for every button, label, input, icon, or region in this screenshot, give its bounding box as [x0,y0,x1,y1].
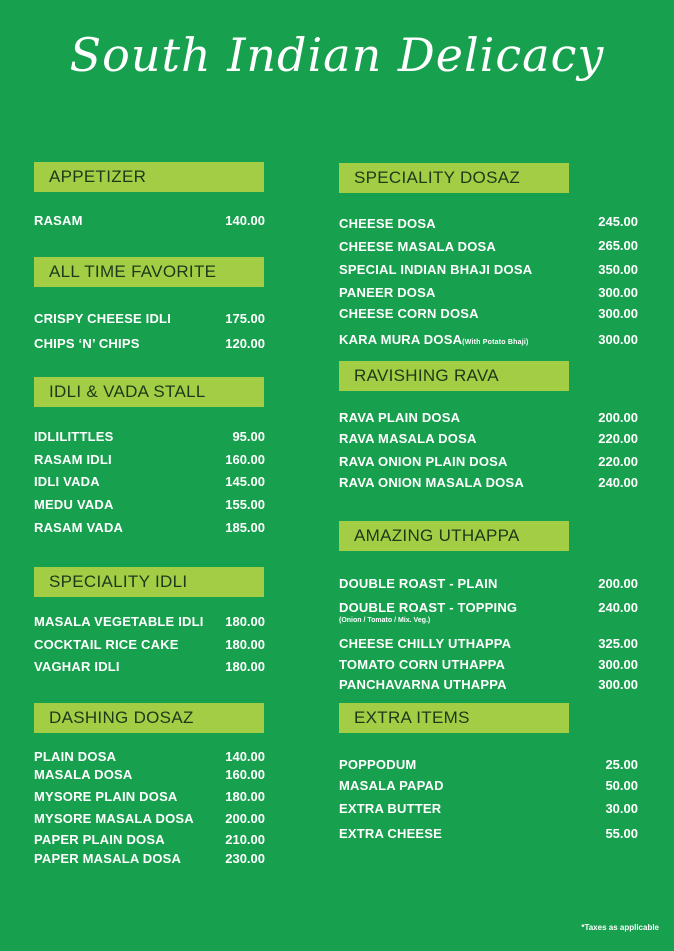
menu-item-price: 200.00 [598,576,638,591]
menu-item-name: CHIPS ‘N’ CHIPS [34,336,140,351]
tax-note: *Taxes as applicable [581,923,659,932]
section-header-speciality-idli: SPECIALITY IDLI [34,567,264,597]
menu-item-name: MASALA PAPAD [339,778,444,793]
menu-item-price: 300.00 [598,677,638,692]
menu-item-price: 140.00 [225,749,265,764]
menu-item-name: EXTRA BUTTER [339,801,442,816]
menu-item-price: 265.00 [598,238,638,253]
menu-item-price: 160.00 [225,452,265,467]
menu-item-price: 120.00 [225,336,265,351]
menu-item-name [339,332,529,347]
menu-item-price: 300.00 [598,657,638,672]
menu-item-name: EXTRA CHEESE [339,826,443,841]
menu-item-name: PANEER DOSA [339,285,436,300]
menu-item-price: 95.00 [232,429,265,444]
menu-item-price: 300.00 [598,332,638,347]
menu-item-price: 245.00 [598,214,638,229]
menu-item-price: 300.00 [598,285,638,300]
menu-item-name: CHEESE DOSA [339,216,436,231]
menu-item-price: 25.00 [605,757,638,772]
menu-item-price: 175.00 [225,311,265,326]
menu-item-name: DOUBLE ROAST - TOPPING [339,600,518,615]
menu-item-price: 300.00 [598,306,638,321]
menu-item-name: IDLI VADA [34,474,100,489]
menu-item-name: POPPODUM [339,757,417,772]
menu-item-name: CHEESE CORN DOSA [339,306,479,321]
menu-item-price: 30.00 [605,801,638,816]
menu-item-name: PAPER PLAIN DOSA [34,832,165,847]
menu-item-name: RASAM VADA [34,520,124,535]
menu-title: South Indian Delicacy [69,28,605,82]
menu-item-name: PLAIN DOSA [34,749,117,764]
menu-item-price: 240.00 [598,475,638,490]
section-header-speciality-dosaz: SPECIALITY DOSAZ [339,163,569,193]
menu-item-price: 200.00 [225,811,265,826]
menu-item-name: MEDU VADA [34,497,114,512]
menu-item-name: MYSORE PLAIN DOSA [34,789,178,804]
menu-item-name: MASALA VEGETABLE IDLI [34,614,204,629]
menu-item-name: MYSORE MASALA DOSA [34,811,194,826]
menu-item-name: MASALA DOSA [34,767,133,782]
section-header-amazing-uthappa: AMAZING UTHAPPA [339,521,569,551]
section-header-dashing-dosaz: DASHING DOSAZ [34,703,264,733]
section-header-idli-vada-stall: IDLI & VADA STALL [34,377,264,407]
menu-item-name: RASAM IDLI [34,452,112,467]
menu-item-price: 325.00 [598,636,638,651]
section-header-appetizer: APPETIZER [34,162,264,192]
menu-item-price: 50.00 [605,778,638,793]
menu-item-name: RAVA ONION PLAIN DOSA [339,454,508,469]
menu-item-price: 155.00 [225,497,265,512]
item-name-text: KARA MURA DOSA [339,332,463,347]
section-header-ravishing-rava: RAVISHING RAVA [339,361,569,391]
section-header-all-time-favorite: ALL TIME FAVORITE [34,257,264,287]
menu-item-name: RAVA MASALA DOSA [339,431,477,446]
menu-item-name: COCKTAIL RICE CAKE [34,637,179,652]
menu-item-name: RAVA ONION MASALA DOSA [339,475,524,490]
menu-item-name: VAGHAR IDLI [34,659,120,674]
menu-item-price: 220.00 [598,431,638,446]
menu-item-price: 145.00 [225,474,265,489]
menu-item-price: 220.00 [598,454,638,469]
menu-item-price: 140.00 [225,213,265,228]
menu-item-price: 180.00 [225,614,265,629]
menu-item-name: TOMATO CORN UTHAPPA [339,657,506,672]
menu-item-name: CHEESE MASALA DOSA [339,239,496,254]
menu-item-name: CHEESE CHILLY UTHAPPA [339,636,512,651]
menu-item-name: PANCHAVARNA UTHAPPA [339,677,507,692]
menu-item-name: RASAM [34,213,83,228]
menu-item-price: 180.00 [225,659,265,674]
menu-item-price: 230.00 [225,851,265,866]
menu-item-price: 180.00 [225,789,265,804]
section-header-extra-items: EXTRA ITEMS [339,703,569,733]
menu-item-price: 160.00 [225,767,265,782]
menu-item-price: 180.00 [225,637,265,652]
item-subnote: (Onion / Tomato / Mix. Veg.) [339,617,431,624]
menu-item-name: RAVA PLAIN DOSA [339,410,461,425]
menu-item-price: 350.00 [598,262,638,277]
item-note: (With Potato Bhaji) [462,339,529,346]
menu-item-price: 240.00 [598,600,638,615]
menu-item-name: PAPER MASALA DOSA [34,851,182,866]
menu-item-name: SPECIAL INDIAN BHAJI DOSA [339,262,533,277]
menu-item-price: 55.00 [605,826,638,841]
menu-item-price: 200.00 [598,410,638,425]
menu-item-name: DOUBLE ROAST - PLAIN [339,576,498,591]
menu-item-name: IDLILITTLES [34,429,114,444]
menu-item-price: 185.00 [225,520,265,535]
menu-item-price: 210.00 [225,832,265,847]
menu-item-name: CRISPY CHEESE IDLI [34,311,172,326]
